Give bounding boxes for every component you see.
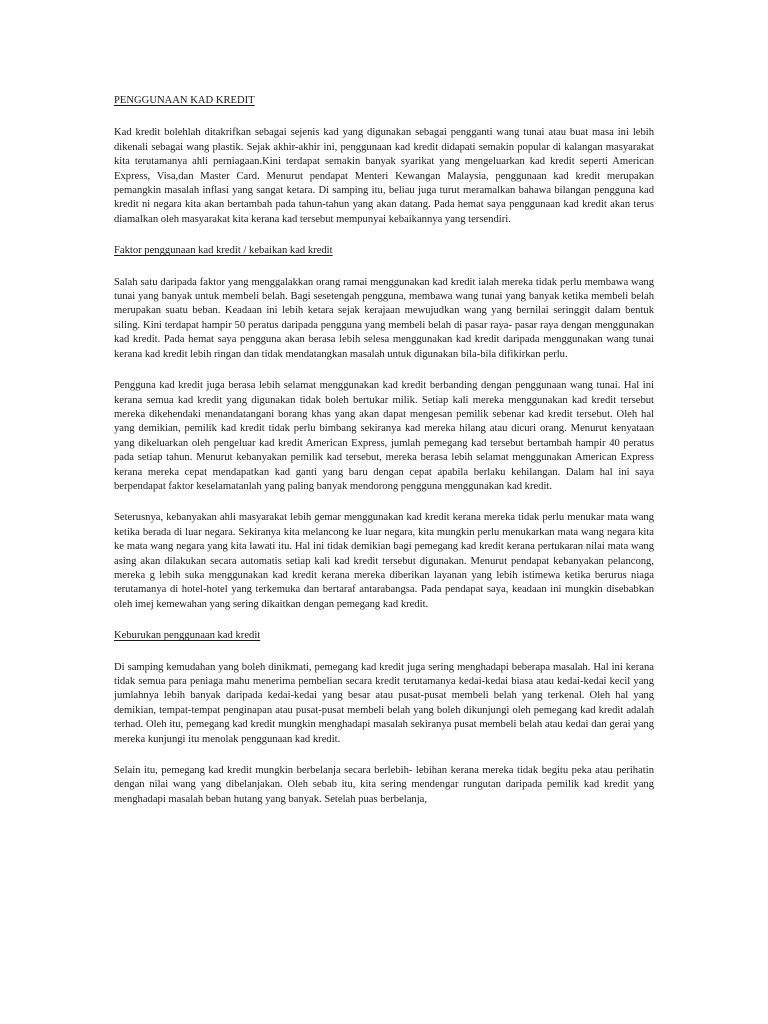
section-heading-disadvantages: Keburukan penggunaan kad kredit	[114, 630, 261, 642]
advantages-paragraph-2: Pengguna kad kredit juga berasa lebih selamat menggunakan kad kredit berbanding dengan penggunaan wang tunai. Hal ini kerana semua kad kredit yang digunakan tidak boleh bertukar milik. Setiap kali mereka menggunakan kad kredit tersebut mereka dikehendaki menandatangani borang khas yang akan dapat mengesan pemilik sebenar kad kredit tersebut. Oleh hal yang demikian, pemilik kad kredit tidak perlu bimbang sekiranya kad mereka hilang atau dicuri orang. Menurut kenyataan yang dikeluarkan oleh pengeluar kad kredit American Express, jumlah pemegang kad tersebut bertambah hampir 40 peratus pada setiap tahun. Menurut kebanyakan pemilik kad tersebut, mereka berasa lebih selamat menggunakan American Express kerana mereka cepat mendapatkan kad ganti yang baru dengan cepat apabila berlaku kehilangan. Dalam hal ini saya berpendapat faktor keselamatanlah yang paling banyak mendorong pengguna menggunakan kad kredit.	[114, 380, 654, 492]
disadvantages-paragraph-1: Di samping kemudahan yang boleh dinikmati, pemegang kad kredit juga sering menghadapi beberapa masalah. Hal ini kerana tidak semua para peniaga mahu menerima pembelian secara kredit terutamanya kedai-kedai biasa atau kedai-kedai kecil yang jumlahnya lebih banyak daripada kedai-kedai yang besar atau pusat-pusat membeli belah yang terkenal. Oleh hal yang demikian, tempat-tempat penginapan atau pusat-pusat membeli belah yang boleh dikunjungi oleh pemegang kad kredit adalah terhad. Oleh itu, pemegang kad kredit mungkin menghadapi masalah sekiranya pusat membeli belah atau kedai dan gerai yang mereka kunjungi itu menolak penggunaan kad kredit.	[114, 661, 654, 745]
document-page	[114, 86, 654, 824]
section-heading-advantages: Faktor penggunaan kad kredit / kebaikan kad kredit	[114, 245, 333, 257]
intro-paragraph: Kad kredit bolehlah ditakrifkan sebagai sejenis kad yang digunakan sebagai pengganti wang tunai atau buat masa ini lebih dikenali sebagai wang plastik. Sejak akhir-akhir ini, penggunaan kad kredit didapati semakin popular di kalangan masyarakat kita terutamanya ahli perniagaan.Kini terdapat semakin banyak syarikat yang mengeluarkan kad kredit seperti American Express, Visa,dan Master Card. Menurut pendapat Menteri Kewangan Malaysia, penggunaan kad kredit merupakan pemangkin masalah inflasi yang sangat ketara. Di samping itu, beliau juga turut meramalkan bahawa bilangan pengguna kad kredit ni negara kita akan bertambah pada tahun-tahun yang akan datang. Pada hemat saya penggunaan kad kredit akan terus diamalkan oleh masyarakat kita kerana kad tersebut mempunyai kebaikannya yang tersendiri.	[114, 127, 654, 225]
document-title: PENGGUNAAN KAD KREDIT	[114, 95, 255, 106]
advantages-paragraph-1: Salah satu daripada faktor yang menggalakkan orang ramai menggunakan kad kredit ialah mereka tidak perlu membawa wang tunai yang banyak untuk membeli belah. Bagi sesetengah pengguna, membawa wang tunai yang banyak ketika membeli belah merupakan suatu beban. Keadaan ini lebih ketara sejak kerajaan mewujudkan wang yang bernilai seringgit dalam bentuk siling. Kini terdapat hampir 50 peratus daripada pengguna yang membeli belah di pasar raya- pasar raya dengan menggunakan kad kredit. Pada hemat saya pengguna akan berasa lebih selesa menggunakan kad kredit daripada menggunakan wang tunai kerana kad kredit lebih ringan dan tidak mendatangkan masalah untuk digunakan bila-bila difikirkan perlu.	[114, 276, 654, 360]
disadvantages-paragraph-2: Selain itu, pemegang kad kredit mungkin berbelanja secara berlebih- lebihan kerana mereka tidak begitu peka atau perihatin dengan nilai wang yang dibelanjakan. Oleh sebab itu, kita sering mendengar rungutan daripada pemilik kad kredit yang menghadapi masalah beban hutang yang banyak. Setelah puas berbelanja,	[114, 765, 654, 805]
advantages-paragraph-3: Seterusnya, kebanyakan ahli masyarakat lebih gemar menggunakan kad kredit kerana mereka tidak perlu menukar mata wang ketika berada di luar negara. Sekiranya kita melancong ke luar negara, kita mungkin perlu menukarkan mata wang negara kita ke mata wang negara yang kita lawati itu. Hal ini tidak demikian bagi pemegang kad kredit kerana pertukaran nilai mata wang asing akan dilakukan secara automatis setiap kali kad kredit tersebut digunakan. Menurut pendapat kebanyakan pelancong, mereka g lebih suka menggunakan kad kredit kerana mereka diberikan layanan yang lebih istimewa ketika berurus niaga terutamanya di hotel-hotel yang terkemuka dan bertaraf antarabangsa. Pada pendapat saya, keadaan ini mungkin disebabkan oleh imej kemewahan yang sering dikaitkan dengan pemegang kad kredit.	[114, 512, 654, 610]
